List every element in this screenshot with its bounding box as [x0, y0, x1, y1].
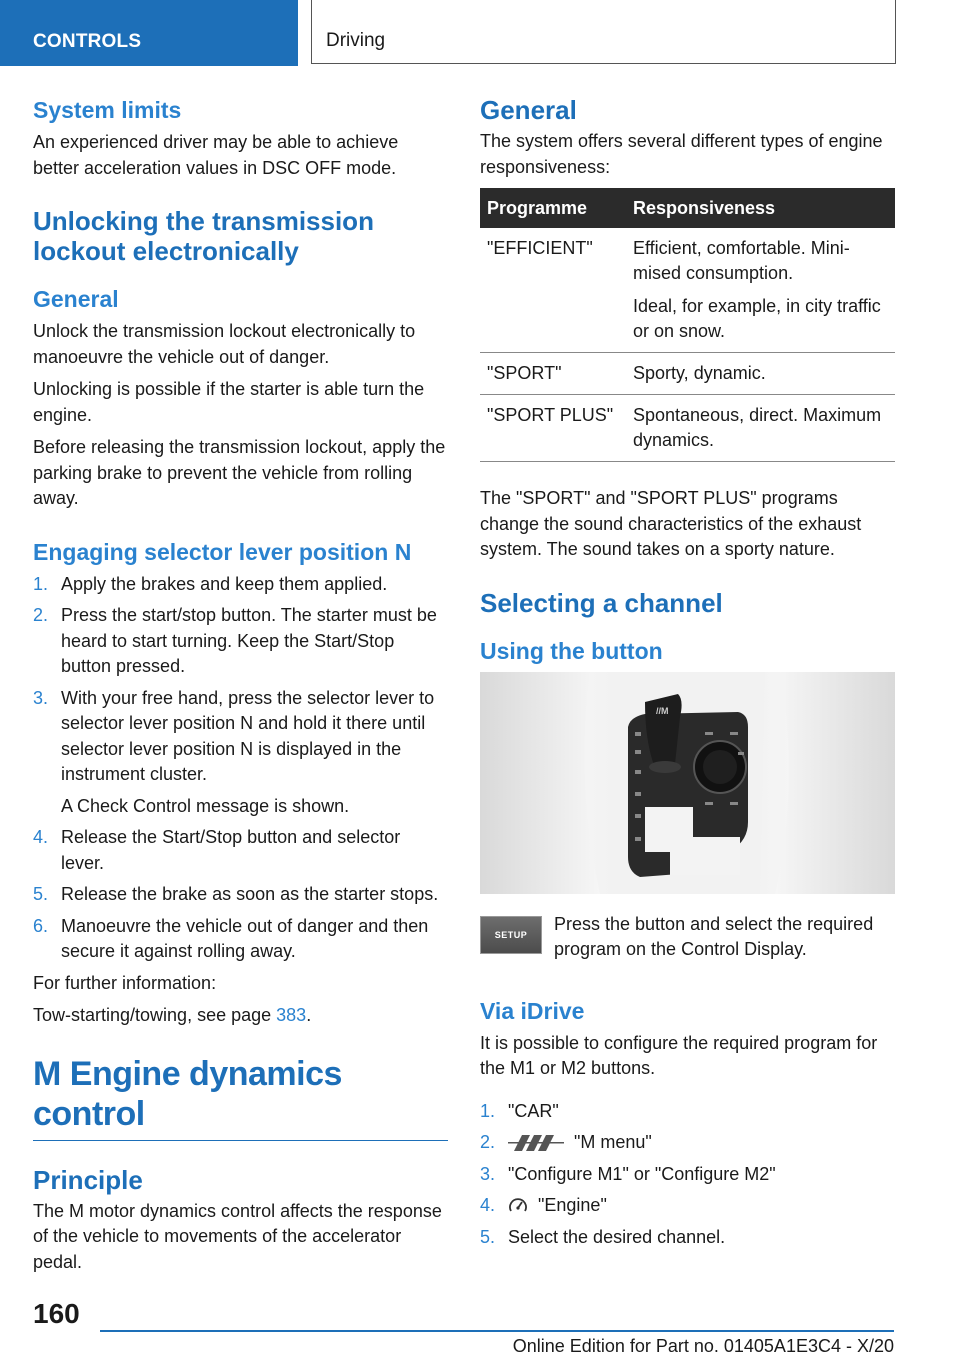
principle-heading: Principle — [33, 1164, 143, 1195]
general-heading: General — [480, 95, 577, 125]
button-heading: Using the button — [480, 637, 663, 664]
left-column — [33, 95, 448, 1282]
edition-text: Online Edition for Part no. 01405A1E3C4 - X/20 — [512, 1336, 894, 1356]
unlocking-general-heading: General — [33, 286, 119, 312]
footer-divider — [100, 1330, 894, 1332]
unlocking-p2: Unlocking is possible if the starter is able turn the engine. — [33, 379, 425, 425]
setup-button-icon: SETUP — [480, 916, 542, 954]
engaging-steps — [33, 572, 448, 965]
list-item: 5. Select the desired channel. — [480, 1226, 726, 1247]
table-header-responsiveness: Responsiveness — [626, 188, 895, 228]
page-link[interactable]: 383 — [276, 1005, 307, 1025]
m-engine-heading: M Engine dynamics control — [33, 1054, 448, 1141]
idrive-heading: Via iDrive — [480, 997, 585, 1024]
unlocking-heading: Unlocking the transmission lockout electronically — [33, 206, 374, 266]
list-item: 1. "CAR" — [480, 1100, 559, 1121]
list-item: 5. Release the brake as soon as the starter stops. — [33, 884, 439, 904]
channel-heading: Selecting a channel — [480, 587, 723, 618]
list-item: 3. With your free hand, press the selector lever to selector lever position N and hold it there until selector lever position N is displayed in the instrument cluster. A Check Control message is shown. — [33, 687, 435, 816]
unlocking-p3: Before releasing the transmission lockout, apply the parking brake to prevent the vehicle from rolling away. — [33, 437, 446, 508]
engine-gauge-icon — [508, 1196, 528, 1216]
system-limits-text: An experienced driver may be able to achieve better acceleration values in DSC OFF mode. — [33, 132, 399, 178]
table-row: "SPORT" Sporty, dynamic. — [480, 353, 895, 395]
system-limits-heading: System limits — [33, 97, 182, 123]
table-row: "EFFICIENT" Efficient, comfortable. Minimised consumption. Ideal, for example, in city traffic or on snow. — [480, 228, 895, 353]
list-item: 2. "M menu" — [480, 1132, 652, 1152]
table-row: "SPORT PLUS" Spontaneous, direct. Maximum dynamics. — [480, 395, 895, 462]
setup-row — [480, 912, 895, 982]
page-number: 160 — [33, 1298, 80, 1329]
list-item: 4. Release the Start/Stop button and selector lever. — [33, 827, 401, 873]
chapter-box — [311, 0, 896, 64]
m-stripes-icon — [508, 1135, 564, 1151]
list-item: 2. Press the start/stop button. The starter must be heard to start turning. Keep the Start/Stop button pressed. — [33, 605, 437, 676]
center-console-photo — [480, 672, 895, 894]
sport-text: The "SPORT" and "SPORT PLUS" programs change the sound characteristics of the exhaust system. The sound takes on a sporty nature. — [480, 488, 862, 559]
engaging-heading: Engaging selector lever position N — [33, 538, 412, 565]
right-column — [480, 95, 895, 1256]
page-header — [0, 0, 960, 66]
list-item: 6. Manoeuvre the vehicle out of danger and then secure it against rolling away. — [33, 915, 429, 961]
further-info-label: For further information: — [33, 972, 217, 993]
table-header-programme: Programme — [480, 188, 626, 228]
chapter-label: Driving — [326, 30, 386, 51]
principle-text: The M motor dynamics control affects the response of the vehicle to movements of the accelerator pedal. — [33, 1200, 442, 1272]
svg-text://M: //M — [656, 705, 669, 716]
list-item: 1. Apply the brakes and keep them applied. — [33, 573, 388, 594]
center-console-illustration — [480, 672, 895, 894]
general-text: The system offers several different types of engine responsiveness: — [480, 131, 883, 177]
tow-reference: Tow-starting/towing, see page 383. — [33, 1005, 312, 1025]
list-item: 3. "Configure M1" or "Configure M2" — [480, 1163, 776, 1184]
list-item: 4. "Engine" — [480, 1195, 607, 1215]
section-label: CONTROLS — [33, 31, 142, 52]
idrive-text: It is possible to configure the required program for the M1 or M2 buttons. — [480, 1032, 878, 1078]
programme-table — [480, 188, 895, 462]
idrive-steps — [480, 1099, 895, 1251]
setup-text: Press the button and select the required program on the Control Display. — [554, 913, 874, 959]
unlocking-p1: Unlock the transmission lockout electronically to manoeuvre the vehicle out of danger. — [33, 321, 416, 367]
section-tab — [0, 0, 298, 66]
